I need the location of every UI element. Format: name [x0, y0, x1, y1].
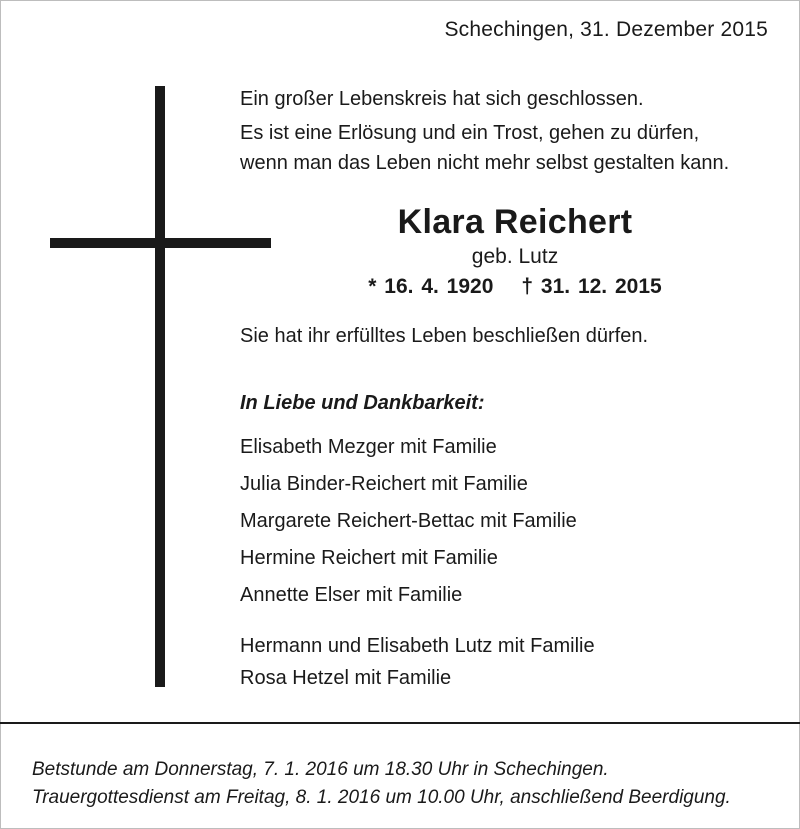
family-item: Elisabeth Mezger mit Familie	[240, 436, 497, 458]
family-item: Hermann und Elisabeth Lutz mit Familie	[240, 635, 595, 657]
family-item: Margarete Reichert-Bettac mit Familie	[240, 510, 577, 532]
family-list-1	[240, 429, 577, 614]
cross-icon-bar	[50, 238, 271, 248]
quote-line-2: Es ist eine Erlösung und ein Trost, gehen zu dürfen,	[240, 122, 700, 144]
death-date: † 31. 12. 2015	[521, 275, 662, 298]
life-text: Sie hat ihr erfülltes Leben beschließen dürfen.	[240, 325, 649, 347]
maiden-name: geb. Lutz	[471, 245, 559, 268]
prayer-service: Betstunde am Donnerstag, 7. 1. 2016 um 18.30 Uhr in Schechingen.	[32, 759, 609, 780]
deceased-name: Klara Reichert	[397, 203, 633, 241]
funeral-service: Trauergottesdienst am Freitag, 8. 1. 2016 um 10.00 Uhr, anschließend Beerdigung.	[32, 787, 731, 808]
family-list-2	[240, 630, 595, 694]
place-date: Schechingen, 31. Dezember 2015	[444, 18, 768, 41]
deceased-block	[340, 200, 690, 304]
family-item: Annette Elser mit Familie	[240, 584, 463, 606]
thanks-heading: In Liebe und Dankbarkeit:	[240, 392, 485, 414]
birth-date: * 16. 4. 1920	[368, 275, 494, 298]
divider	[0, 722, 800, 724]
family-item: Hermine Reichert mit Familie	[240, 547, 498, 569]
cross-icon	[155, 86, 165, 687]
quote-line-3: wenn man das Leben nicht mehr selbst gestalten kann.	[240, 152, 730, 174]
life-dates	[340, 270, 690, 304]
family-item: Rosa Hetzel mit Familie	[240, 667, 452, 689]
quote-line-1: Ein großer Lebenskreis hat sich geschlossen.	[240, 88, 644, 110]
family-item: Julia Binder-Reichert mit Familie	[240, 473, 528, 495]
quote-block	[240, 118, 729, 178]
